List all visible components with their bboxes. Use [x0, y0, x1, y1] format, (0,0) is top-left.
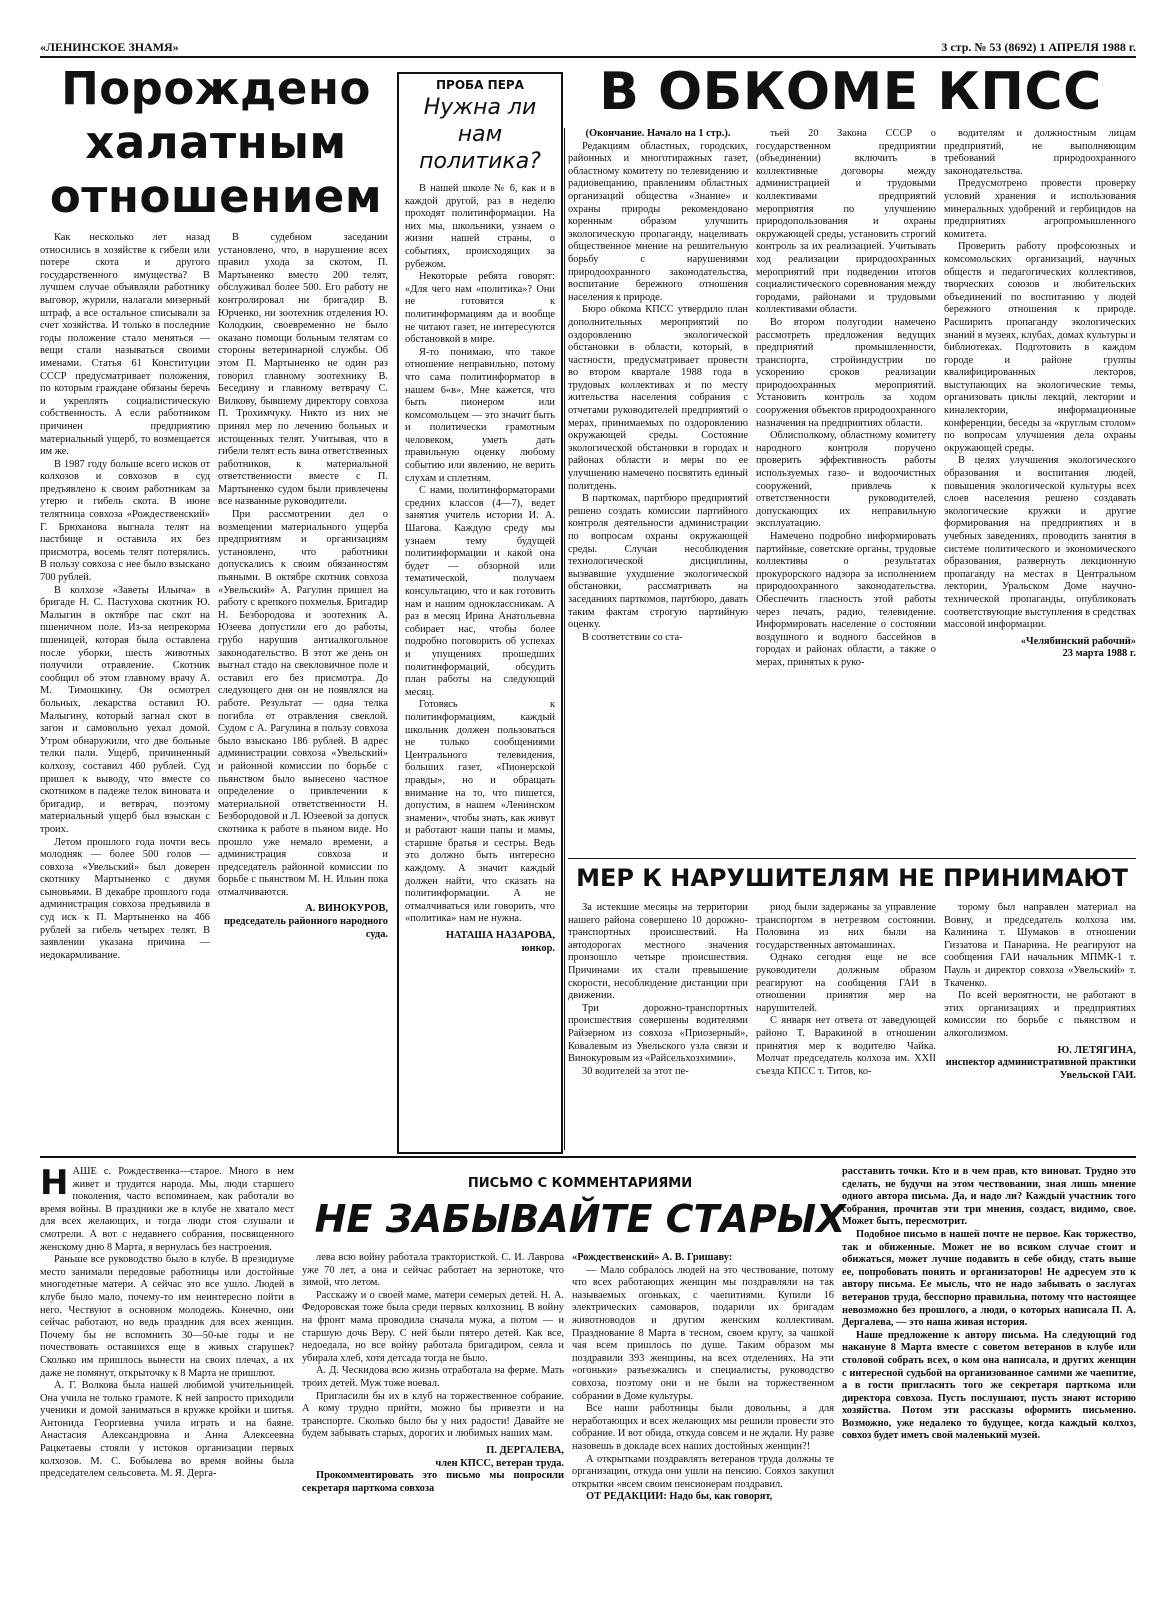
headline-line-2: халатным [85, 116, 347, 169]
proba-text [405, 183, 555, 1143]
paragraph: Во втором полугодии намечено рассмотреть предложения ведущих предприятий промышленности, транспорта, стройиндустрии по ускорению сроков реализации природоохранных мероприятий. Установить контроль за ходом сооружения объектов природоохранного назначения на предприятиях области. [756, 316, 936, 429]
comment-intro: Прокомментировать это письмо мы попросили секретаря парткома совхоза [302, 1470, 564, 1494]
paragraph: Некоторые ребята говорят: «Для чего нам «политика»? Они не готовятся к политинформациям да и вообще не читают газет, не интересуются обстановкой в мире. [405, 271, 555, 346]
mer-column-1 [568, 902, 748, 1150]
headline-line-3: отношением [49, 170, 383, 223]
column-divider [564, 128, 565, 1150]
obkom-headline [565, 60, 1136, 124]
section-kicker: ПРОБА ПЕРА [436, 78, 524, 92]
paragraph: — Мало собралось людей на это чествование, потому что всех работающих женщин мы поздравляли на так называемых огоньках, с чаепитиями. Купили 16 электрических самоваров, подарили их бригадам животноводов и другим женским коллективам. Празднование 8 Марта в тесном, своем кругу, за чашкой чая всем пришлось по душе. Таким образом мы поздравили 393 женщины, на всех отделениях. На эти «огоньки» разъезжались и специалисты, руководство совхоза, поэтому они и не были на торжественном собрании в Доме культуры. [572, 1264, 834, 1402]
paragraph: В соответствии со ста- [582, 631, 683, 643]
author-role: юнкор. [521, 942, 555, 954]
paragraph: По всей вероятности, не работают в этих организациях и предприятиях комиссии по борьбе с пьянством и алкоголизмом. [944, 990, 1136, 1039]
paragraph: С января нет ответа от заведующей районо Т. Варакиной в отношении принятия мер к водителю Чайка. Молчат председатель колхоза им. XXII съезда КПСС т. Титов, ко- [756, 1015, 936, 1077]
author-name: НАТАША НАЗАРОВА, [445, 930, 555, 942]
paragraph: торому был направлен материал на Вовну, и председатель колхоза им. Калинина т. Шумаков в отношении Гиззатова и Панарина. Не реагируют на сообщения ГАИ начальник МПМК-1 т. Пауль и директор совхоза «Увельский» т. Ткаченко. [944, 902, 1136, 989]
proba-pera-box [397, 72, 563, 1154]
headline: В ОБКОМЕ КПСС [599, 62, 1102, 122]
paragraph: При рассмотрении дел о возмещении материального ущерба предприятиям и организациям установлено, что работники допускались к своим обязанностям пьяными. В октябре скотник совхоза «Увельский» А. Рагулин пришел на работу с крепкого похмелья. Бригадир Н. Безбородова и зоотехник А. Юзеева допустили его до работы, грубо нарушив антиалкогольное законодательство. В этот же день он выгнал стадо на свекловичное поле и оставил его без присмотра. До следующего дня он не появлялся на работе. Результат — одна телка погибла от отравления свеклой. Судом с А. Рагулина в пользу совхоза было взыскано 186 рублей. В адрес администрации совхоза «Увельский» и районной комиссии по борьбе с пьянством было вынесено частное определение о привлечении к материальной ответственности Н. Безбородовой и Л. Юзеевой за допуск скотника к работе в пьяном виде. Но прошло уже немало времени, а администрация совхоза и председатель районной комиссии по борьбе с пьянством М. Н. Ильин пока отмалчиваются. [218, 509, 388, 898]
article1-column-1 [40, 232, 210, 1150]
editorial-label: ОТ РЕДАКЦИИ: [586, 1491, 667, 1503]
paragraph: В парткомах, партбюро предприятий решено создать комиссии партийного контроля деятельности администрации по вопросам охраны окружающей среды. Случаи несоблюдения технологической дисциплины, вызвавшие ухудшение экологической обстановки, рассматривать на заседаниях парткомов, партбюро, давать таким фактам строгую партийную оценку. [568, 493, 748, 631]
paragraph: Летом прошлого года почти весь молодняк — более 500 голов — совхоза «Увельский» был доверен скотнику Мартыненко с двумя сыновьями. В декабре прошлого года администрация совхоза предъявила в суд иск к П. Мартыненко на 466 рублей за гибель четырех телят. В заявлении указана причина — недокармливание. [40, 836, 210, 961]
obkom-column-3 [944, 128, 1136, 852]
author-role: инспектор административной практики Увельской ГАИ. [945, 1057, 1136, 1081]
paragraph: В нашей школе № 6, как и в каждой другой, раз в неделю проходят политинформации. На них мы, школьники, узнаем о жизни нашей страны, о событиях, происходящих за рубежом. [405, 183, 555, 270]
article1-column-2 [218, 232, 388, 1150]
paragraph: Три дорожно-транспортных происшествия совершены водителями Райзерном из совхоза «Приозерный», Ковалевым из Увельского узла связи и Винокуровым из «Райсельхозхимии». [568, 1002, 748, 1065]
paragraph: Подобное письмо в нашей почте не первое. Как торжество, так и обиженные. Может не во всяком случае стоит и обижаться, может лучше подавить в себе обиду, стать выше ее, попробовать понять и организаторов! Не адресуем это к автору письма. Ее мысль, что не надо забывать о заслугах ветеранов труда, бесспорно правильна, потому что настоящее невозможно без прошлого, а люди, о которых написала П. А. Дергалева, — это наша живая история. [842, 1228, 1136, 1329]
paragraph: А. Д. Ческидова всю жизнь отработала на ферме. Мать троих детей. Муж тоже воевал. [302, 1365, 564, 1389]
section-rule [568, 858, 1136, 859]
issue-info: 3 стр. № 53 (8692) 1 АПРЕЛЯ 1988 г. [941, 40, 1136, 54]
paragraph: Бюро обкома КПСС утвердило план дополнительных мероприятий по оздоровлению экологической обстановки в области, который, в частности, предусматривает провести во втором квартале 1988 года в трудовых коллективах и по месту жительства населения собрания с отчетами руководителей предприятий о мерах, принимаемых по оздоровлению окружающей среды. Состояние экологической обстановки в городах и районах области и меры по ее улучшению намечено посвятить единый политдень. [568, 304, 748, 492]
paragraph: расставить точки. Кто и в чем прав, кто виноват. Трудно это сделать, не будучи на этом чествовании, зная лишь мнение одного автора письма. Да, и надо ли? Каждый участник того собрания, прочитав эти три мнения, создаст, видимо, свое. Может быть, пересмотрит. [842, 1166, 1136, 1228]
author-signature [302, 1445, 564, 1470]
letter-column-3 [572, 1252, 834, 1586]
paragraph: В 1987 году больше всего исков от колхозов и совхозов в суд предъявлено к своим работникам за утерю и гибель скота. В июне телятница совхоза «Рождественский» Г. Брюханова выгнала телят на пастбище и оставила их без присмотра, восемь телят потерялись. В пользу совхоза с нее было взыскано 700 рублей. [40, 458, 210, 584]
paragraph: Редакциям областных, городских, районных и многотиражных газет, областному комитету по телевидению и радиовещанию, правлениям областных организаций общества «Знание» и охраны природы рекомендовано коренным образом улучшить экологическую пропаганду, нацеливать общественное мнение на решительную борьбу с нарушениями природоохранного законодательства, воспитание бережного отношения населения к природе. [568, 140, 748, 303]
continuation-note: (Окончание. Начало на 1 стр.). [585, 128, 731, 139]
mer-column-3 [944, 902, 1136, 1150]
drop-cap: Н [40, 1166, 69, 1203]
letter-kicker: ПИСЬМО С КОММЕНТАРИЯМИ [467, 1176, 693, 1191]
paragraph: Предусмотрено провести проверку условий хранения и использования минеральных удобрений и гербицидов на предприятиях агропромышленного комитета. [944, 178, 1136, 240]
paragraph: За истекшие месяцы на территории нашего района совершено 10 дорожно-транспортных происшествий. На автодорогах местного значения произошло четыре происшествия. Причинами их стали превышение скорости, несоблюдение дистанции при движении. [568, 902, 748, 1002]
article-headline [40, 62, 392, 224]
source-credit [944, 636, 1136, 661]
letter-column-2 [302, 1252, 564, 1586]
paragraph: А. Г. Волкова была нашей любимой учительницей. Она учила не только грамоте. К ней запросто приходили ученики и домой заниматься в кружке кройки и шитья. Антонида Георгиевна учила играть и на баяне. Анастасия Александровна и Анна Алексеевна Рацкетаевы стояли у истоков организации первых колхозов. М. С. Бобылева во время войны была председателем сельсовета. М. Я. Дерга- [40, 1380, 294, 1480]
paragraph: Пригласили бы их в клуб на торжественное собрание. А кому трудно прийти, можно бы привезти и на транспорте. Сколько было бы у них радости! Давайте не будем забывать старых, дорогих и любимых наших мам. [302, 1390, 564, 1440]
mer-column-2 [756, 902, 936, 1150]
paragraph: Расскажу и о своей маме, матери семерых детей. Н. А. Федоровская тоже была среди первых колхозниц. В войну на фронт мама проводила сначала мужа, а потом — и старшую дочь Веру. С ней были пятеро детей. Как все, недоедала, но все войну работала бригадиром, сеяла и убирала хлеб, хотя детсада тогда не было. [302, 1289, 564, 1364]
paragraph: Я-то понимаю, что такое отношение неправильно, потому что сама политинформатор в нашем 6«в». Мне кажется, что быть пионером или комсомольцем — это значит быть и политически грамотным человеком, уметь дать правильную оценку любому событию или явлению, не верить слухам и сплетням. [405, 346, 555, 484]
paragraph: В целях улучшения экологического образования и воспитания людей, повышения экологической культуры всех слоев населения решено создавать экологические кружки и другие формирования на предприятиях и в учебных заведениях, проводить занятия в системе политического и экономического образования, развернуть лекционную пропаганду на местах в Центральном лектории, Уральском Доме научно-технической пропаганды, опубликовать соответствующие выступления в средствах массовой информации. [944, 455, 1136, 631]
paragraph: Как несколько лет назад относились в хозяйстве к гибели или потере скота и другого государственного имущества? В лучшем случае объявляли работнику выговор, журили, налагали мизерный штраф, а все остальное списывали за счет хозяйства. И только в последние годы положение стало меняться — вещи стали называться своими именами. Статья 61 Конституции СССР предусматривает положения, по которым граждане обязаны беречь и укреплять социалистическую собственность. А если работником причинен предприятию материальный ущерб, то возмещается им же. [40, 232, 210, 458]
mer-headline: МЕР К НАРУШИТЕЛЯМ НЕ ПРИНИМАЮТ [576, 864, 1128, 892]
comment-source: «Рождественский» А. В. Гришаву: [572, 1252, 733, 1263]
author-role: председатель районного народного суда. [223, 916, 388, 940]
paragraph: В колхозе «Заветы Ильича» в бригаде Н. С. Пастухова скотник Ю. Малыгин в октябре пас скот на пшеничном поле. Из-за непрекорма пшеницей, которая была оставлена после уборки, шесть животных получили отравление. Скотник сообщил об этом главному врачу А. М. Тимошкину. Он осмотрел больных, лекарства оставил Ю. Малыгину, который загнал скот в загон и самовольно уехал домой. Утром обнаружили, что две больные телки пали. Ущерб, причиненный колхозу, составил 460 рублей. Суд пришел к выводу, что вместе со скотником в падеже телок виновата и бригадир, и ветврач, поэтому материальный ущерб был взыскан с троих. [40, 584, 210, 835]
paragraph: Готовясь к политинформациям, каждый школьник должен пользоваться не только сообщениями Центрального телевидения, больших газет, «Пионерской правды», но и обращать внимание на то, что пишется, допустим, в нашем «Ленинском знамени», чтобы знать, как живут и работают наши папы и мамы, старшие братья и сестры. Ведь это должно быть интересно каждому. А значит каждый должен найти, что сказать на политинформации. А не отмалчиваться или говорить, что «политика» нам не нужна. [405, 699, 555, 925]
author-signature [405, 930, 555, 955]
paragraph: Облисполкому, областному комитету народного контроля поручено проверить эффективность работы используемых газо- и водоочистных сооружений, привлечь к ответственности руководителей, допускающих их неправильную эксплуатацию. [756, 430, 936, 530]
headline-line-1: Порождено [61, 62, 371, 115]
letter-column-1 [40, 1166, 294, 1586]
paragraph: АШЕ с. Рождественка—старое. Много в нем живет и трудится народа. Мы, люди старшего поколения, часто вспоминаем, как работали во время войны. В праздники же в клубе не хватало мест для всех желающих, и тогда люди стоя слушали и смотрели. А вот с недавнего собрания, посвященного женскому дню 8 Марта, я вернулась без настроения. [40, 1166, 294, 1253]
author-role: член КПСС, ветеран труда. [435, 1457, 564, 1469]
paragraph: Наше предложение к автору письма. На следующий год накануне 8 Марта вместе с советом ветеранов в клубе или столовой собрать всех, о ком она написала, и других женщин с интересной судьбой на организованное самими же чаепитие, а в гости пригласить того же секретаря парткома или директора совхоза. Пусть послушают, пусть знают историю хозяйства. Потом эти рассказы оформить письменно. Возможно, уже недалеко то будущее, когда каждый колхоз, совхоз будет иметь свой маленький музей. [842, 1329, 1136, 1442]
paragraph: риод были задержаны за управление транспортом в нетрезвом состоянии. Половина из них были на государственных автомашинах. [756, 902, 936, 951]
paragraph: лева всю войну работала трактористкой. С. И. Лаврова уже 70 лет, а она и сейчас работает на зернотоке, что зимой, что летом. [302, 1252, 564, 1289]
header-rule [40, 56, 1136, 58]
newspaper-name: «ЛЕНИНСКОЕ ЗНАМЯ» [40, 40, 179, 54]
paragraph: Проверить работу профсоюзных и комсомольских организаций, научных обществ и педагогических коллективов, творческих союзов и любительских объединений по воспитанию у людей бережного отношения к природе. Расширить пропаганду экологических знаний в музеях, клубах, домах культуры и библиотеках. Подготовить в каждом городе и районе группы квалифицированных лекторов, выступающих на экологические темы, организовать циклы лекций, лектории и киналектории, информационные конференции, беседы за «круглым столом» по вопросам улучшения дела охраны окружающей среды. [944, 241, 1136, 454]
paragraph: водителям и должностным лицам предприятий, не выполняющим требований природоохранного законодательства. [944, 128, 1136, 177]
paragraph: А открытками поздравлять ветеранов труда должны те организации, откуда они ушли на пенсию. Совхоз закупил открытки «всем своим пенсионерам поздравил. [572, 1453, 834, 1490]
paragraph: Намечено подробно информировать партийные, советские органы, трудовые коллективы о результатах прокурорского надзора за исполнением природоохранного законодательства. Обеспечить гласность этой работы через печать, радио, телевидение. Информировать население о состоянии воздушного и водного бассейнов в городах и районах области, а также о мерах, принятых к руко- [756, 531, 936, 668]
paragraph: В судебном заседании установлено, что, в нарушение всех правил ухода за скотом, П. Мартыненко вместо 200 телят, обслуживал более 500. Его работу не контролировал ни бригадир В. Юрченко, ни зоотехник отделения Ю. Колодкин, своевременно не было оказано помощи больным телятам со стороны ветеринарной службы. Об этом П. Мартыненко не один раз говорил главному зоотехнику В. Беседину и главному ветврачу С. Вилкову, бывшему директору совхоза П. Трохимчуку. Никто из них не принял мер по лечению больных и истощенных телят. Учитывая, что в гибели телят есть вина ответственных работников, к материальной ответственности вместе с П. Мартыненко судом были привлечены все названные руководители. [218, 232, 388, 508]
author-signature [944, 1045, 1136, 1083]
obkom-column-2 [756, 128, 936, 852]
letter-column-4 [842, 1166, 1136, 1586]
paragraph: 30 водителей за этот пе- [582, 1065, 689, 1077]
paragraph: тьей 20 Закона СССР о государственном предприятии (объединении) включить в коллективные договоры между администрацией и трудовыми коллективами предприятий мероприятия по улучшению природопользования и охраны окружающей среды, установить строгий контроль за их реализацией. Учитывать ход реализации природоохранных мероприятий при подведении итогов социалистического соревнования между городами, районами и трудовыми коллективами области. [756, 128, 936, 316]
source-name: «Челябинский рабочий» [1020, 635, 1136, 647]
letter-headline: НЕ ЗАБЫВАЙТЕ СТАРЫХ [314, 1197, 846, 1241]
bottom-section-rule [40, 1156, 1136, 1158]
paragraph: Раньше все руководство было в клубе. В президиуме место занимали передовые работницы или достойные многодетные матери. А сейчас это все ушло. Людей в клубе было мало, почему-то им неинтересно пойти в него. Чествуют в основном молодежь. Конечно, они сейчас работают, но ведь праздник для всех женщин. Почему бы не вспомнить 30—50-ые годы и не почествовать оставшихся еще в живых старушек? Сколько им пришлось вынести на своих плечах, а их даже не помянут, открыточку к 8 Марта не пришлют. [40, 1254, 294, 1379]
source-date: 23 марта 1988 г. [1062, 648, 1136, 660]
editorial-text: Надо бы, как говорят, [669, 1491, 773, 1503]
paragraph: С нами, политинформаторами средних классов (4—7), ведет занятия учитель истории И. А. Шагова. Каждую среду мы узнаем тему будущей политинформации и какой она будет — обзорной или тематической, получаем консультацию, что и как готовить нам и нашим одноклассникам. А раз в месяц Ирина Анатольевна собирает нас, чтобы более подробно поговорить об успехах и упущениях прошедших политинформаций, обсудить план работы на следующий месяц. [405, 485, 555, 698]
author-name: А. ВИНОКУРОВ, [305, 903, 388, 915]
paragraph: Все наши работницы были довольны, а для неработающих и всех желающих мы решили провести это собрание. И вот обида, откуда совсем и не ждали. Ну разве назовешь в докладе всех наших достойных женщин?! [572, 1403, 834, 1452]
author-name: П. ДЕРГАЛЕВА, [486, 1444, 564, 1456]
author-name: Ю. ЛЕТЯГИНА, [1057, 1044, 1136, 1056]
paragraph: Однако сегодня еще не все руководители должным образом реагируют на сообщения ГАИ в отношении принятия мер на нарушителей. [756, 952, 936, 1014]
author-signature [218, 903, 388, 941]
obkom-column-1 [568, 128, 748, 852]
box-headline: Нужна ли нам политика? [419, 95, 541, 174]
